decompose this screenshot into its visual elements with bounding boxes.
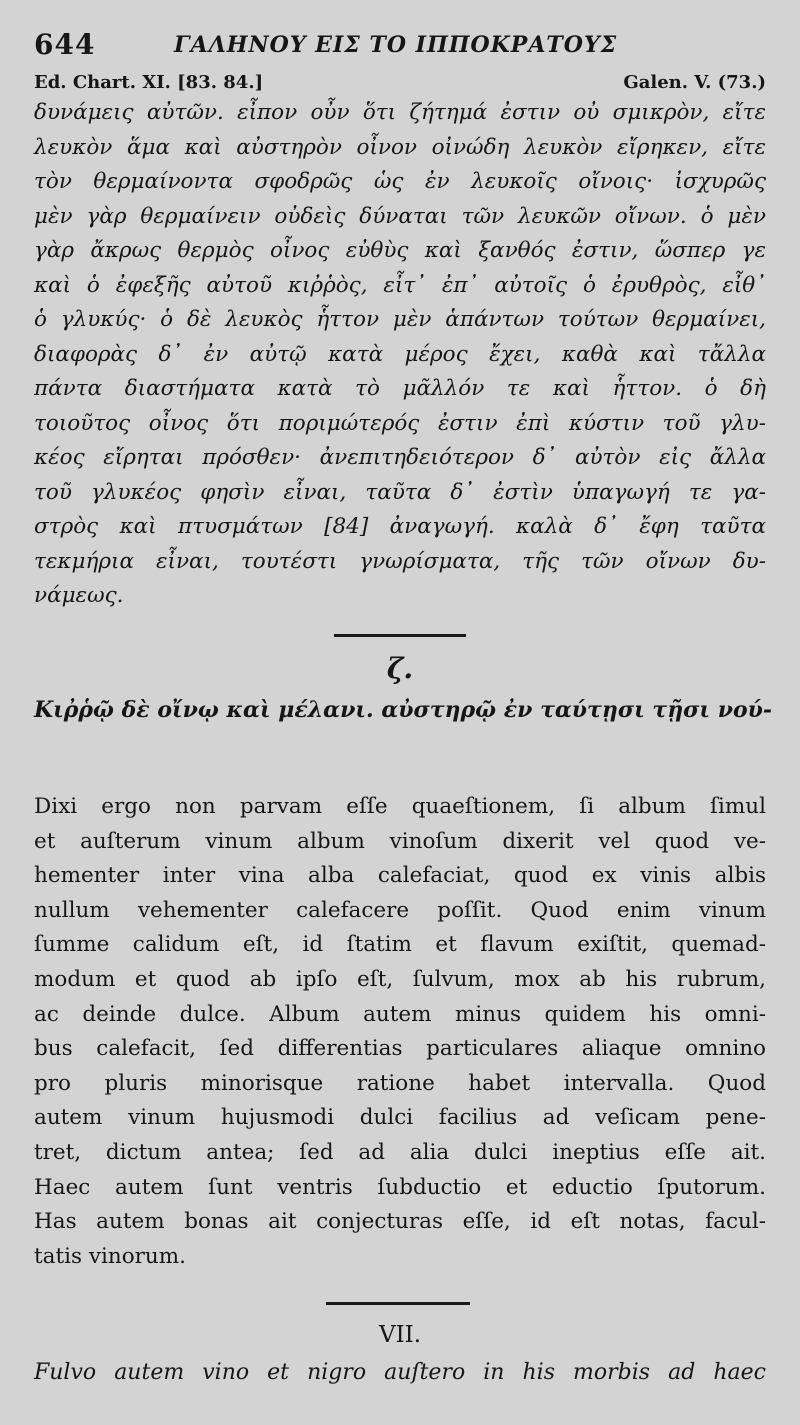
greek-line: ὁ γλυκύς· ὁ δὲ λευκὸς ἧττον μὲν ἁπάντων τούτων θερμαίνει,	[34, 307, 766, 332]
greek-line: γὰρ ἄκρως θερμὸς οἶνος εὐθὺς καὶ ξανθός ἐστιν, ὥσπερ γε	[34, 238, 766, 263]
running-title: ΓΑΛΗΝΟΥ ΕΙΣ ΤΟ ΙΠΠΟΚΡΑΤΟΥΣ	[174, 32, 618, 58]
greek-line: διαφορὰς δ᾽ ἐν αὐτῷ κατὰ μέρος ἔχει, καθὰ καὶ τἄλλα	[34, 341, 766, 367]
edition-reference-line	[34, 72, 766, 93]
latin-line: nullum vehementer calefacere poſſit. Quod enim vinum	[34, 897, 766, 923]
edition-reference-left: Ed. Chart. XI. [83. 84.]	[34, 72, 264, 93]
page-number: 644	[34, 28, 96, 61]
greek-line: στρὸς καὶ πτυσμάτων [84] ἀναγωγή. καλὰ δ᾽ ἔφη ταῦτα	[34, 514, 766, 539]
greek-line: νάμεως.	[34, 583, 124, 608]
latin-line: et auſterum vinum album vinoſum dixerit vel quod ve-	[34, 828, 766, 854]
section-divider	[334, 634, 466, 637]
latin-section-lemma: Fulvo autem vino et nigro auſtero in his morbis ad haec	[34, 1360, 766, 1385]
greek-section-lemma: Κιῤῥῷ δὲ οἴνῳ καὶ μέλανι. αὐστηρῷ ἐν ταύτῃσι τῇσι νού-	[34, 697, 773, 723]
greek-line: λευκὸν ἅμα καὶ αὐστηρὸν οἶνον οἰνώδη λευκὸν εἴρηκεν, εἴτε	[34, 134, 766, 160]
greek-line: τεκμήρια εἶναι, τουτέστι γνωρίσματα, τῆς τῶν οἴνων δυ-	[34, 548, 766, 574]
greek-section-number: ζ.	[386, 652, 414, 685]
greek-line: καὶ ὁ ἐφεξῆς αὐτοῦ κιῤῥὸς, εἶτ᾽ ἐπ᾽ αὐτοῖς ὁ ἐρυθρὸς, εἶθ᾽	[34, 272, 766, 298]
section-divider	[326, 1302, 470, 1305]
greek-line: κέος εἴρηται πρόσθεν· ἀνεπιτηδειότερον δ᾽ αὐτὸν εἰς ἄλλα	[34, 445, 766, 470]
latin-translation-block	[34, 790, 766, 1274]
greek-line: πάντα διαστήματα κατὰ τὸ μᾶλλόν τε καὶ ἧττον. ὁ δὴ	[34, 376, 766, 401]
latin-section-number: VII.	[378, 1322, 422, 1348]
greek-line: τοῦ γλυκέος φησὶν εἶναι, ταῦτα δ᾽ ἐστὶν ὑπαγωγή τε γα-	[34, 479, 766, 505]
greek-line: τοιοῦτος οἶνος ὅτι ποριμώτερός ἐστιν ἐπὶ κύστιν τοῦ γλυ-	[34, 410, 766, 436]
edition-reference-right: Galen. V. (73.)	[623, 72, 766, 93]
greek-line: τὸν θερμαίνοντα σφοδρῶς ὡς ἐν λευκοῖς οἴνοις· ἰσχυρῶς	[34, 169, 766, 194]
latin-line: tret, dictum antea; ſed ad alia dulci ineptius eſſe ait.	[34, 1139, 766, 1165]
latin-line: Dixi ergo non parvam eſſe quaeſtionem, ſi album ſimul	[34, 794, 766, 819]
greek-commentary-block	[34, 96, 766, 614]
latin-line: tatis vinorum.	[34, 1243, 187, 1269]
latin-line: ſumme calidum eſt, id ſtatim et flavum exiſtit, quemad-	[34, 932, 766, 958]
latin-line: bus calefacit, ſed differentias particulares aliaque omnino	[34, 1036, 766, 1062]
latin-line: modum et quod ab ipſo eſt, ſulvum, mox ab his rubrum,	[34, 966, 766, 992]
greek-line: δυνάμεις αὐτῶν. εἶπον οὖν ὅτι ζήτημά ἐστιν οὐ σμικρὸν, εἴτε	[34, 100, 766, 125]
latin-line: pro pluris minorisque ratione habet intervalla. Quod	[34, 1070, 766, 1096]
latin-line: autem vinum hujusmodi dulci facilius ad veſicam pene-	[34, 1105, 766, 1131]
page-header	[34, 28, 768, 64]
latin-line: hementer inter vina alba calefaciat, quod ex vinis albis	[34, 863, 766, 889]
latin-line: ac deinde dulce. Album autem minus quidem his omni-	[34, 1001, 766, 1027]
latin-line: Has autem bonas ait conjecturas eſſe, id eſt notas, facul-	[34, 1209, 766, 1235]
latin-line: Haec autem ſunt ventris ſubductio et eductio ſputorum.	[34, 1174, 766, 1200]
greek-line: μὲν γὰρ θερμαίνειν οὐδεὶς δύναται τῶν λευκῶν οἴνων. ὁ μὲν	[34, 203, 766, 229]
